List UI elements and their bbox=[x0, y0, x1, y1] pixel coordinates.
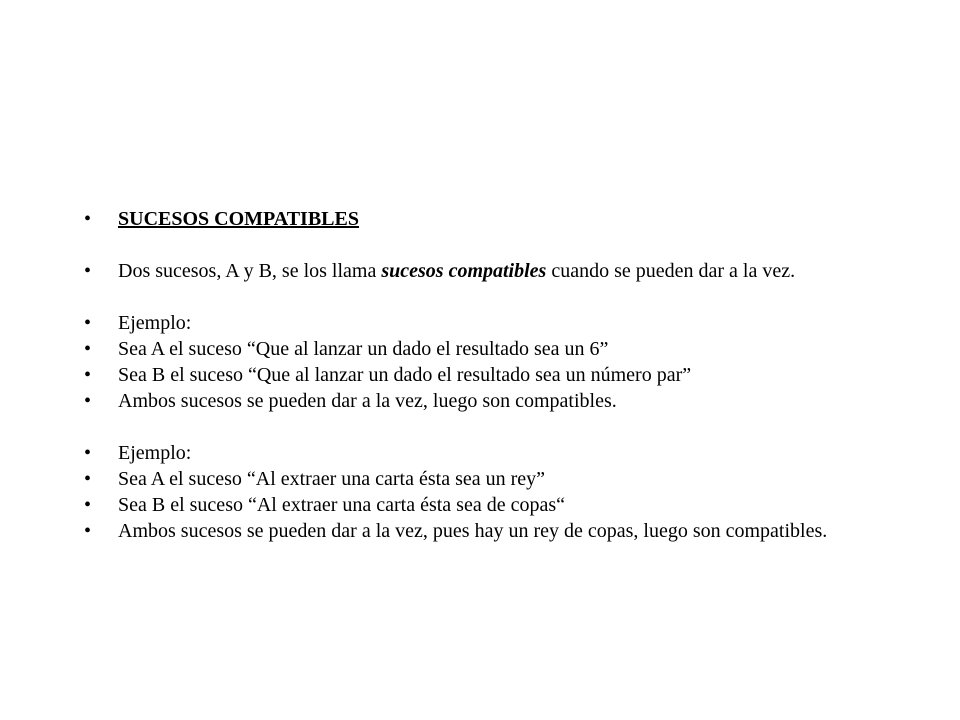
example2-conclusion bbox=[84, 518, 944, 544]
example2-conclusion-text: Ambos sucesos se pueden dar a la vez, pues hay un rey de copas, luego son compatibles. bbox=[118, 520, 828, 542]
example2-event-b-text: Sea B el suceso “Al extraer una carta ésta sea de copas“ bbox=[118, 494, 566, 516]
title-bullet bbox=[84, 206, 944, 232]
example2-heading-text: Ejemplo: bbox=[118, 442, 192, 464]
bullet-icon: • bbox=[84, 364, 92, 386]
bullet-list bbox=[84, 206, 944, 544]
example2-event-a bbox=[84, 466, 944, 492]
example2-event-b bbox=[84, 492, 944, 518]
bullet-icon: • bbox=[84, 468, 92, 490]
example1-heading bbox=[84, 310, 944, 336]
bullet-icon: • bbox=[84, 338, 92, 360]
example1-event-a-text: Sea A el suceso “Que al lanzar un dado el resultado sea un 6” bbox=[118, 338, 609, 360]
example2-heading bbox=[84, 440, 944, 466]
example1-event-a bbox=[84, 336, 944, 362]
bullet-icon: • bbox=[84, 520, 92, 542]
definition-text-end: cuando se pueden dar a la vez. bbox=[546, 260, 796, 282]
example2-event-a-text: Sea A el suceso “Al extraer una carta ésta sea un rey” bbox=[118, 468, 546, 490]
bullet-icon: • bbox=[84, 442, 92, 464]
example1-heading-text: Ejemplo: bbox=[118, 312, 192, 334]
bullet-icon: • bbox=[84, 208, 92, 230]
bullet-icon: • bbox=[84, 494, 92, 516]
definition-emphasis: sucesos compatibles bbox=[381, 260, 547, 282]
definition-text-start: Dos sucesos, A y B, se los llama bbox=[118, 260, 382, 282]
bullet-icon: • bbox=[84, 390, 92, 412]
example1-conclusion-text: Ambos sucesos se pueden dar a la vez, luego son compatibles. bbox=[118, 390, 617, 412]
bullet-icon: • bbox=[84, 312, 92, 334]
definition-bullet bbox=[84, 258, 944, 284]
example1-conclusion bbox=[84, 388, 944, 414]
bullet-icon: • bbox=[84, 260, 92, 282]
slide-title: SUCESOS COMPATIBLES bbox=[118, 208, 359, 230]
example1-event-b-text: Sea B el suceso “Que al lanzar un dado el resultado sea un número par” bbox=[118, 364, 692, 386]
example1-event-b bbox=[84, 362, 944, 388]
